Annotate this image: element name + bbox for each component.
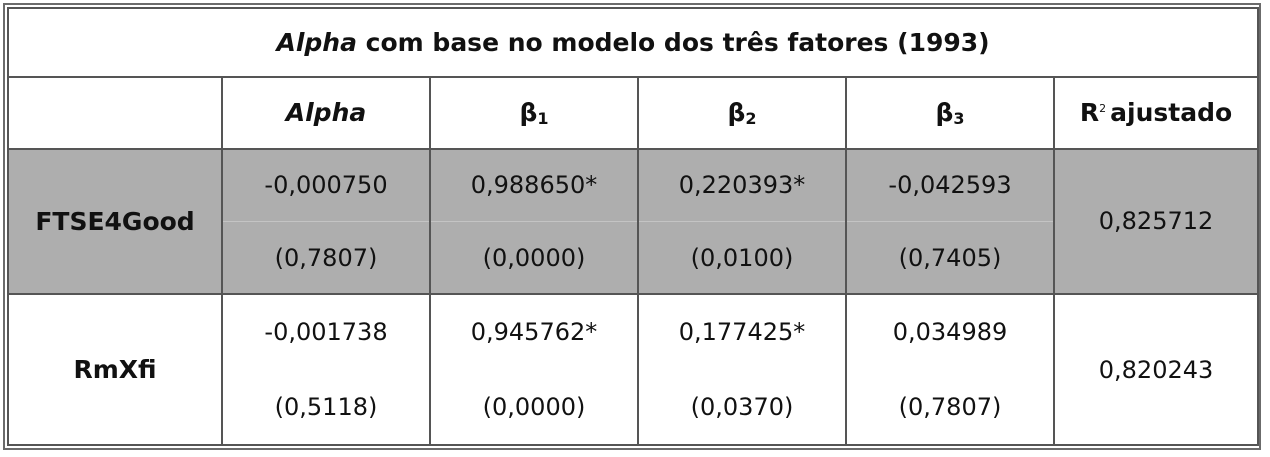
title-rest: com base no modelo dos três fatores (1993) bbox=[356, 28, 990, 58]
beta1-subscript: 1 bbox=[537, 108, 549, 128]
header-r2 bbox=[1054, 77, 1258, 148]
header-empty bbox=[8, 77, 222, 148]
beta1-cell bbox=[430, 149, 638, 295]
pvalue: (0,0370) bbox=[690, 392, 794, 421]
beta2-symbol: β bbox=[727, 97, 746, 127]
table-row bbox=[8, 149, 1258, 295]
r2-symbol: R bbox=[1079, 98, 1100, 128]
row-label: RmXfi bbox=[8, 294, 222, 445]
beta1-symbol: β bbox=[519, 97, 538, 127]
pvalue: (0,5118) bbox=[274, 392, 378, 421]
coef-value: 0,220393* bbox=[678, 171, 806, 200]
coef-value: 0,177425* bbox=[678, 318, 806, 347]
header-beta1 bbox=[430, 77, 638, 148]
r2-cell: 0,825712 bbox=[1054, 149, 1258, 295]
coef-value: -0,001738 bbox=[264, 318, 388, 347]
table-title bbox=[8, 8, 1258, 77]
pvalue: (0,7807) bbox=[223, 221, 429, 293]
r2-cell: 0,820243 bbox=[1054, 294, 1258, 445]
beta3-cell bbox=[846, 294, 1054, 445]
r2-superscript: 2 bbox=[1099, 102, 1107, 116]
beta2-cell bbox=[638, 294, 846, 445]
pvalue: (0,0000) bbox=[482, 392, 586, 421]
title-italic: Alpha bbox=[276, 28, 357, 58]
pvalue: (0,7405) bbox=[847, 221, 1053, 293]
beta2-cell bbox=[638, 149, 846, 295]
coef-value: 0,988650* bbox=[470, 171, 598, 200]
header-alpha: Alpha bbox=[222, 77, 430, 148]
regression-table bbox=[7, 7, 1259, 446]
coef-value: -0,042593 bbox=[888, 171, 1012, 200]
header-beta2 bbox=[638, 77, 846, 148]
pvalue: (0,7807) bbox=[898, 392, 1002, 421]
coef-value: 0,945762* bbox=[470, 318, 598, 347]
r2-label: ajustado bbox=[1110, 98, 1233, 128]
coef-value: 0,034989 bbox=[892, 318, 1008, 347]
header-row bbox=[8, 77, 1258, 148]
beta1-cell bbox=[430, 294, 638, 445]
pvalue: (0,0000) bbox=[431, 221, 637, 293]
row-label: FTSE4Good bbox=[8, 149, 222, 295]
coef-value: -0,000750 bbox=[264, 171, 388, 200]
alpha-cell bbox=[222, 294, 430, 445]
beta2-subscript: 2 bbox=[745, 108, 757, 128]
pvalue: (0,0100) bbox=[639, 221, 845, 293]
beta3-symbol: β bbox=[935, 97, 954, 127]
header-beta3 bbox=[846, 77, 1054, 148]
beta3-cell bbox=[846, 149, 1054, 295]
alpha-cell bbox=[222, 149, 430, 295]
table-row bbox=[8, 294, 1258, 445]
beta3-subscript: 3 bbox=[953, 108, 965, 128]
